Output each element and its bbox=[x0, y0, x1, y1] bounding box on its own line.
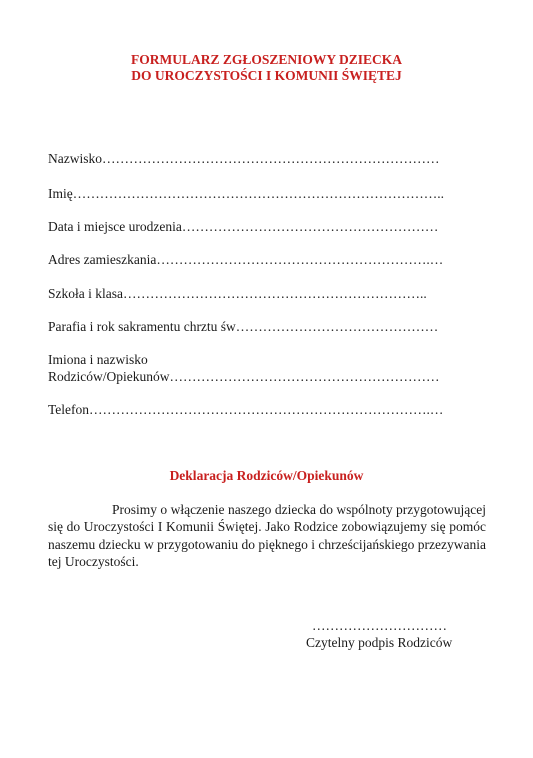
field-parafia: Parafia i rok sakramentu chrztu św……………………………………… bbox=[48, 319, 439, 334]
field-data-urodzenia: Data i miejsce urodzenia………………………………………………… bbox=[48, 219, 439, 234]
field-adres: Adres zamieszkania…………………………………………………….… bbox=[48, 252, 444, 267]
field-rodzice-label: Imiona i nazwisko bbox=[48, 352, 148, 367]
declaration-paragraph bbox=[48, 501, 486, 570]
signature-line: ………………………… bbox=[312, 618, 447, 633]
field-rodzice: Rodziców/Opiekunów…………………………………………………… bbox=[48, 369, 440, 384]
form-title-line-2: DO UROCZYSTOŚCI I KOMUNII ŚWIĘTEJ bbox=[131, 68, 402, 83]
field-imie: Imię……………………………………………………………………….. bbox=[48, 186, 444, 201]
signature-label: Czytelny podpis Rodziców bbox=[306, 635, 453, 650]
field-nazwisko: Nazwisko………………………………………………………………… bbox=[48, 151, 440, 166]
field-telefon: Telefon………………………………………………………………….… bbox=[48, 402, 444, 417]
form-title-line-1: FORMULARZ ZGŁOSZENIOWY DZIECKA bbox=[130, 52, 403, 67]
declaration-text: Prosimy o włączenie naszego dziecka do wspólnoty przygotowującej się do Uroczystości I Komunii Świętej. Jako Rodzice zobowiązujemy się pomóc naszemu dziecku w przygotowaniu do pięknego i chrześcijańskiego przezywania tej Uroczystości. bbox=[48, 502, 486, 569]
field-szkola: Szkoła i klasa………………………………………………………….. bbox=[48, 286, 427, 301]
declaration-title: Deklaracja Rodziców/Opiekunów bbox=[169, 468, 364, 483]
